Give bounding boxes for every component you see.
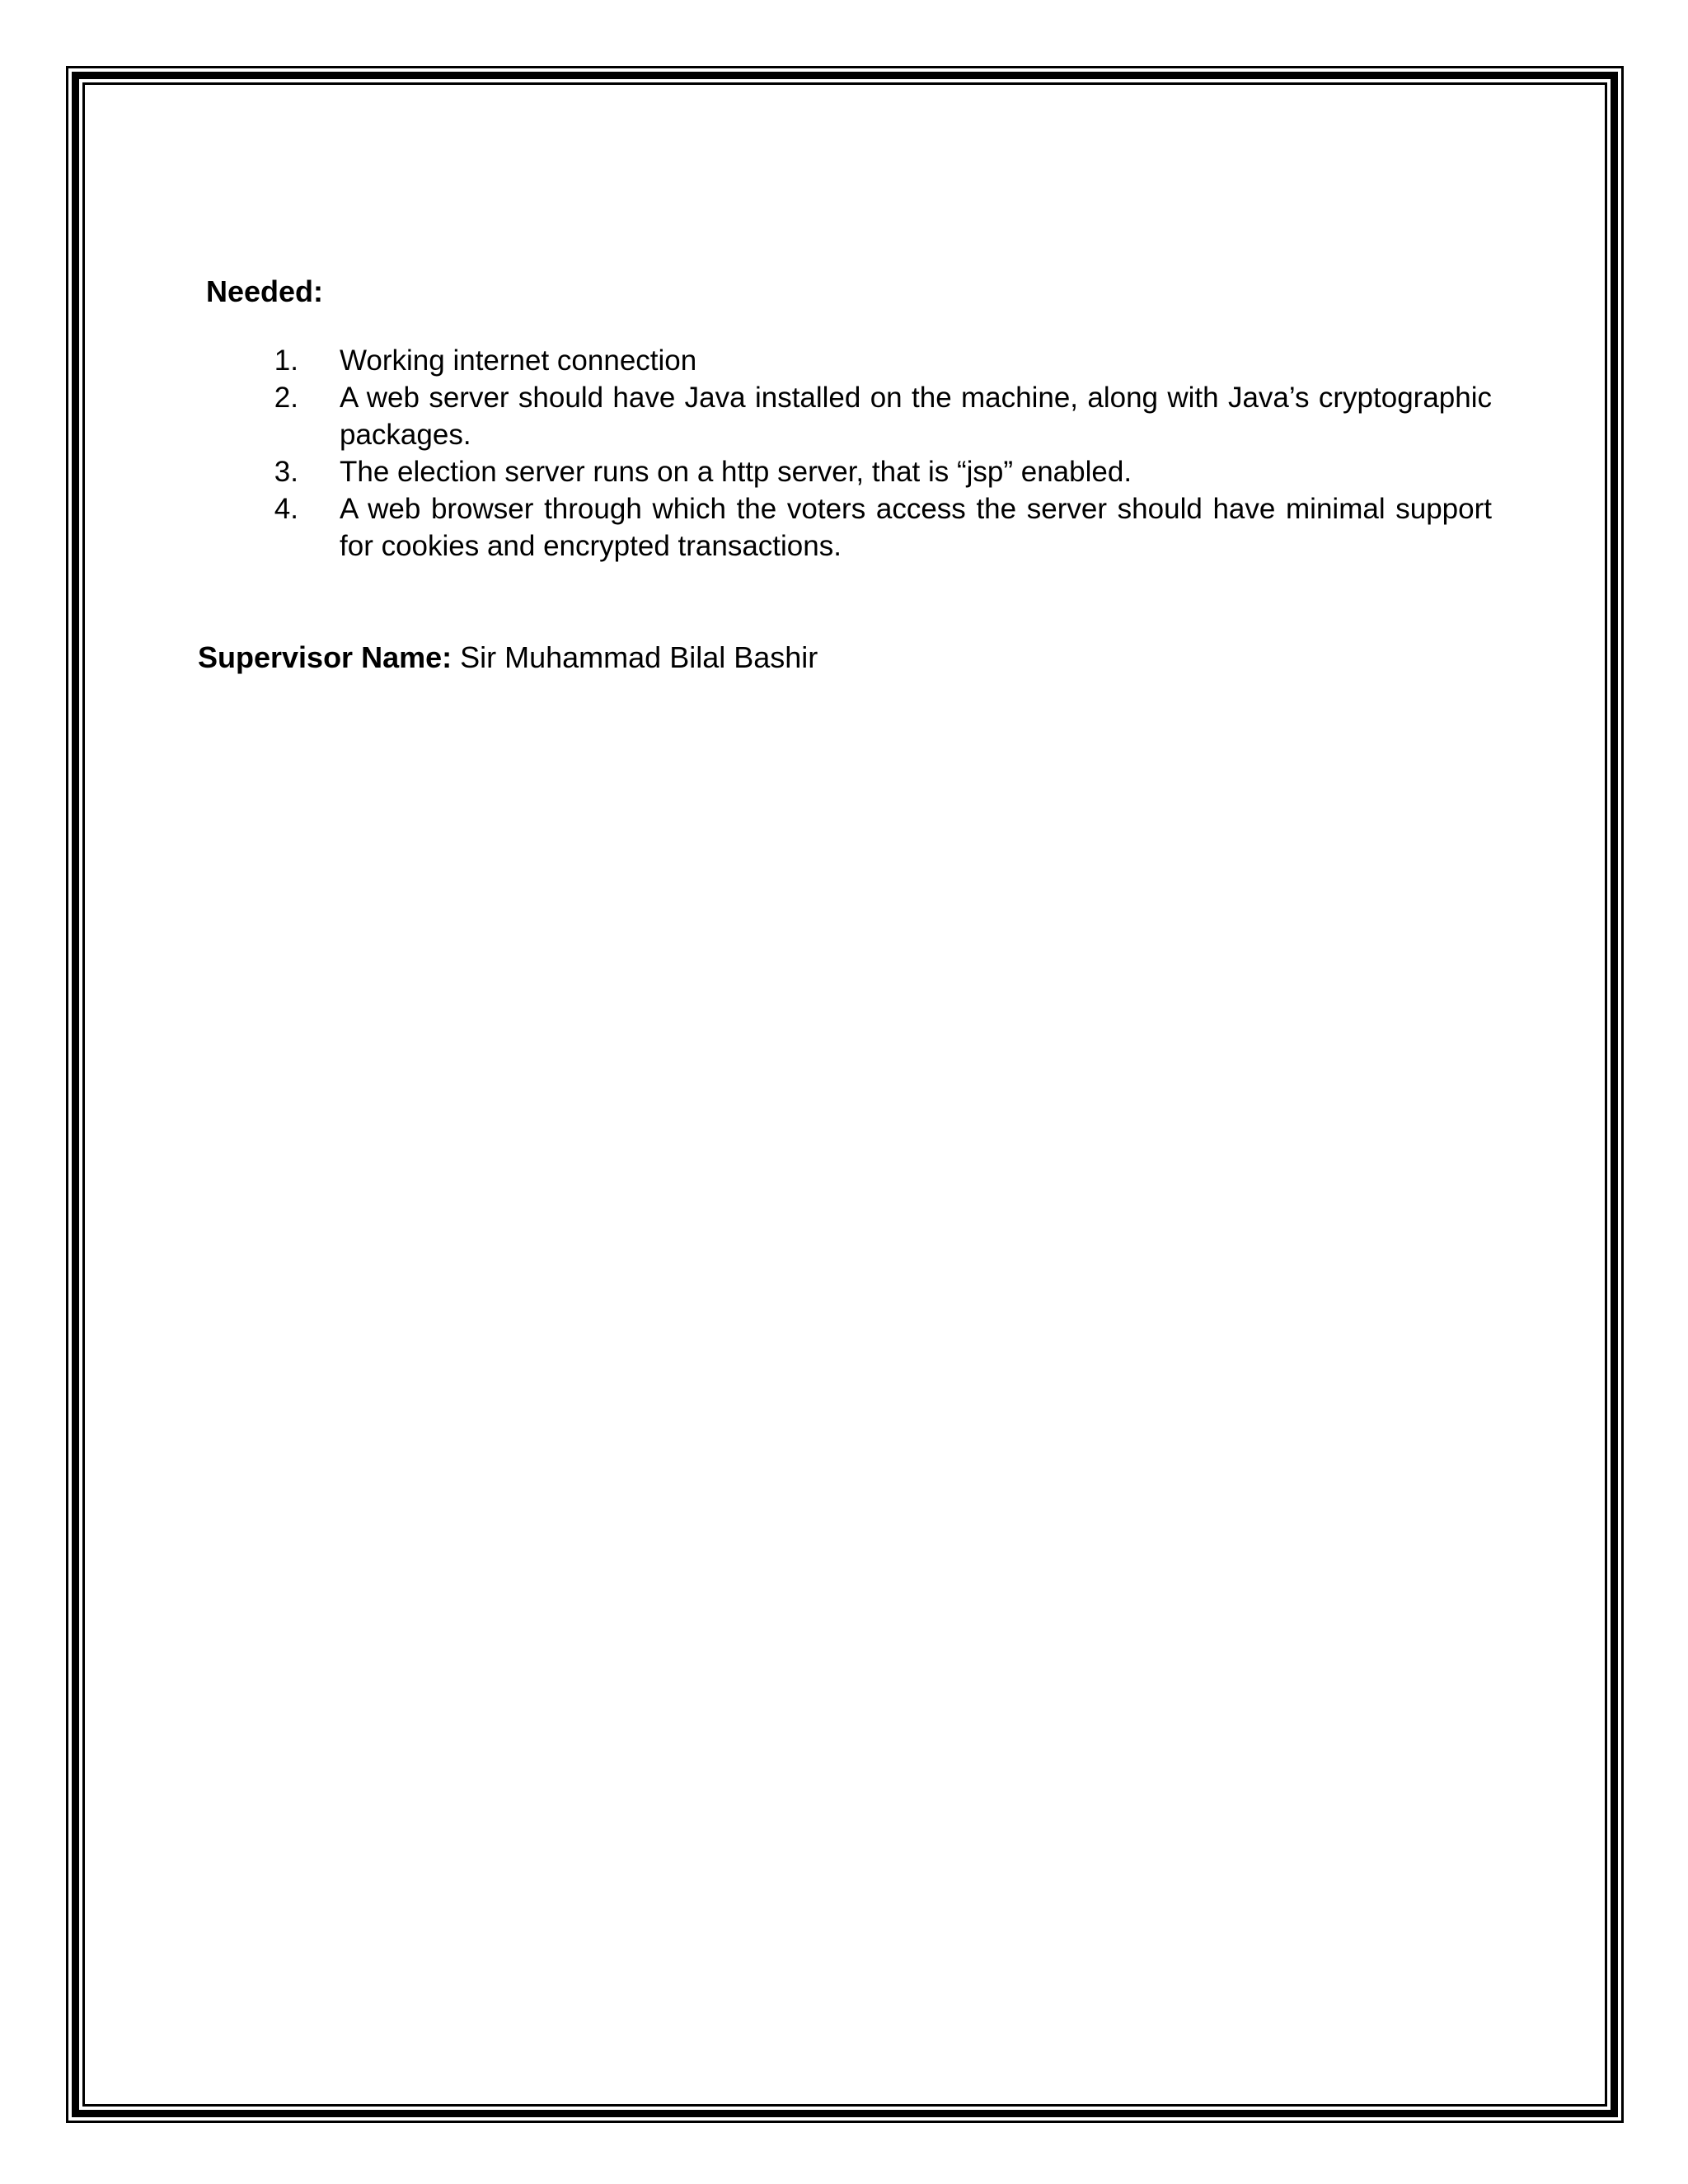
needed-heading: Needed: [206,274,324,308]
list-item-number: 4. [274,493,298,525]
list-item [247,379,1492,453]
supervisor-value: Sir Muhammad Bilal Bashir [460,640,818,674]
list-item-text: Working internet connection [340,344,697,377]
list-item [247,342,1492,379]
requirements-list [247,342,1492,565]
list-item [247,453,1492,490]
list-item-text: A web server should have Java installed on the machine, along with Java’s cryptographic packages. [340,382,1492,451]
supervisor-line [198,639,818,676]
list-item-number: 3. [274,456,298,488]
list-item-number: 2. [274,382,298,414]
list-item-text: A web browser through which the voters access the server should have minimal support for cookies and encrypted transactions. [340,493,1492,562]
list-item-number: 1. [274,344,298,377]
list-item-text: The election server runs on a http server, that is “jsp” enabled. [340,456,1132,488]
supervisor-label: Supervisor Name: [198,640,452,674]
list-item [247,490,1492,565]
